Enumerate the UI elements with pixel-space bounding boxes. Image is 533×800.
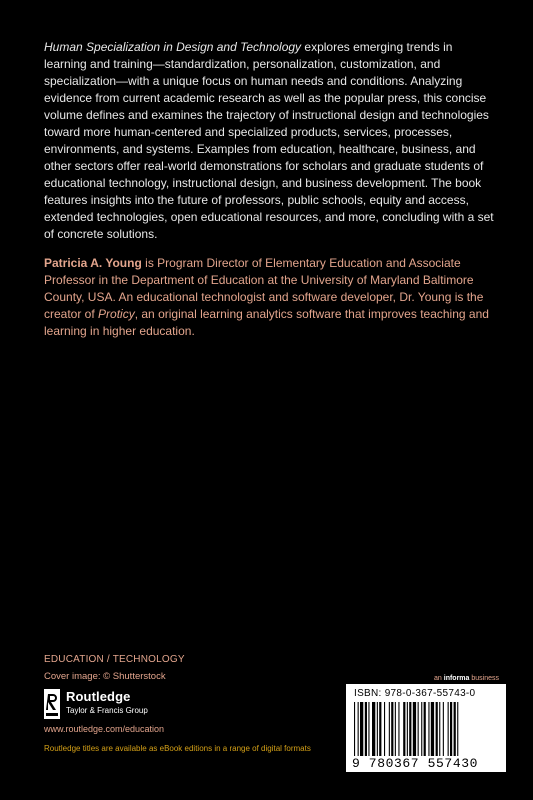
description-paragraph [44, 39, 494, 243]
barcode-bar [377, 702, 378, 756]
barcode-bar [439, 702, 440, 756]
barcode-bar [457, 702, 458, 756]
barcode-bar [428, 702, 429, 756]
barcode-digits: 9 780367 557430 [352, 756, 479, 771]
author-name: Patricia A. Young [44, 256, 142, 270]
cover-credit: Cover image: © Shutterstock [44, 671, 166, 682]
barcode-bar [368, 702, 369, 756]
barcode-bar [354, 702, 355, 756]
barcode-bar [407, 702, 408, 756]
barcode-bar [398, 702, 399, 756]
barcode-bar [418, 702, 419, 756]
publisher-logo [44, 689, 244, 719]
barcode-bar [421, 702, 422, 756]
barcode-bar [379, 702, 381, 756]
barcode-bar [424, 702, 426, 756]
barcode-bar [409, 702, 411, 756]
barcode-bar [365, 702, 367, 756]
bio-text-2: , an original learning analytics software that improves teaching and learning in higher education. [44, 307, 489, 338]
barcode-bar [358, 702, 359, 756]
barcode-panel [346, 684, 506, 772]
informa-brand: informa [443, 675, 470, 682]
bio-text-1: is Program Director of Elementary Education and Associate Professor in the Department of Education at the University of Maryland Baltimore County, USA. An educational technologist and software developer, Dr. Young is the creator of [44, 256, 484, 321]
publisher-website[interactable]: www.routledge.com/education [44, 724, 165, 734]
informa-prefix: an [434, 675, 444, 682]
barcode-bar [431, 702, 434, 756]
barcode-bar [384, 702, 385, 756]
barcode-bar [395, 702, 396, 756]
book-title: Human Specialization in Design and Technology [44, 40, 302, 54]
isbn-label: ISBN: 978-0-367-55743-0 [354, 688, 476, 699]
book-description [44, 39, 494, 243]
barcode-bar [413, 702, 416, 756]
barcode-bar [448, 702, 449, 756]
informa-business [434, 675, 499, 682]
software-name: Proticy [98, 307, 135, 321]
barcode-bar [403, 702, 405, 756]
author-bio [44, 255, 504, 340]
publisher-name: Routledge [66, 689, 131, 704]
ebook-note: Routledge titles are available as eBook editions in a range of digital formats [44, 744, 311, 753]
publisher-group: Taylor & Francis Group [66, 706, 148, 715]
barcode-bar [454, 702, 456, 756]
barcode-bar [372, 702, 375, 756]
barcode-bar [360, 702, 363, 756]
barcode-icon [352, 702, 500, 756]
description-text: explores emerging trends in learning and training—standardization, personalization, customization, and specialization—with a unique focus on human needs and conditions. Analyzing evidence from current academic research as well as the popular press, this concise volume defines and examines the trajectory of instructional design and technologies toward more human-centered and specialized products, services, processes, environments, and systems. Examples from education, healthcare, business, and other sectors offer real-world demonstrations for scholars and graduate students of educational technology, instructional design, and business development. The book features insights into the future of professors, public schools, equity and access, extended technologies, open educational resources, and more, concluding with a set of concrete solutions. [44, 40, 494, 241]
barcode-bar [391, 702, 393, 756]
barcode-bar [389, 702, 390, 756]
informa-suffix: business [469, 675, 499, 682]
routledge-logo-icon [44, 689, 60, 719]
barcode-bar [450, 702, 452, 756]
barcode-bar [436, 702, 438, 756]
subject-category: EDUCATION / TECHNOLOGY [44, 654, 185, 665]
barcode-bar [443, 702, 444, 756]
